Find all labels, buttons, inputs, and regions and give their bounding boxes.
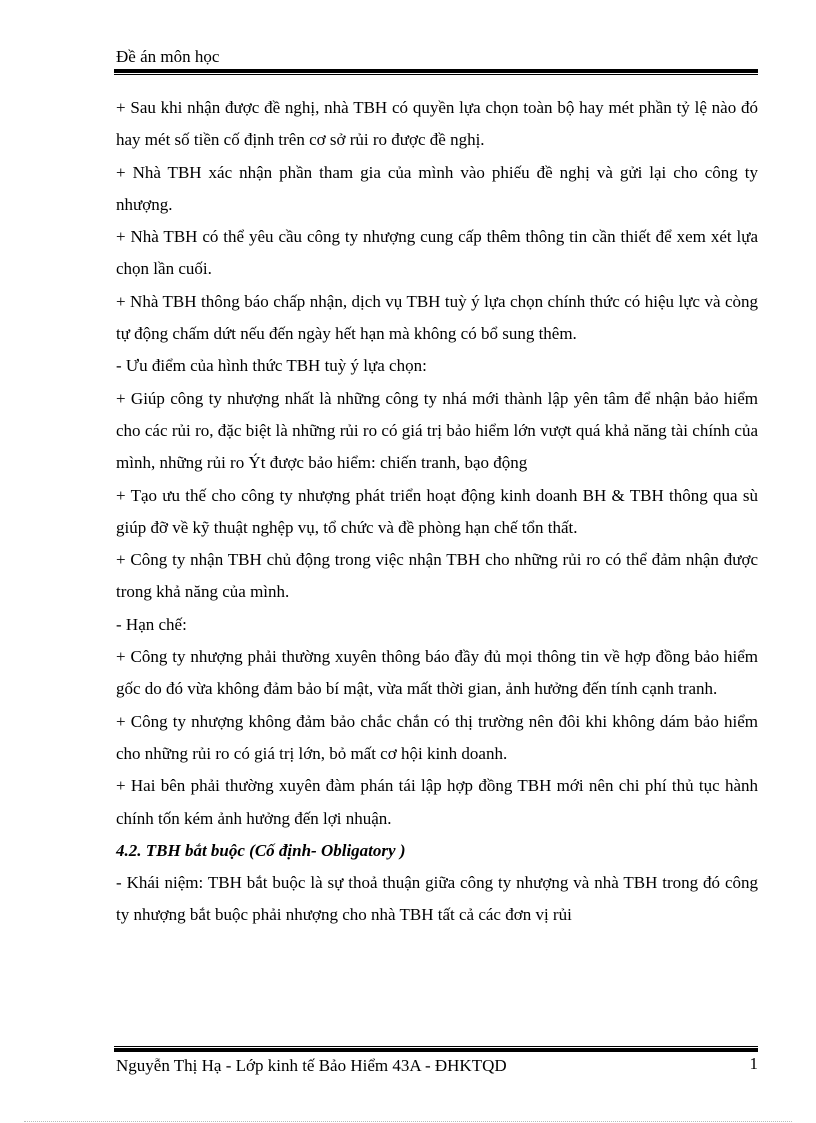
paragraph: - Ưu điểm của hình thức TBH tuỳ ý lựa chọn: bbox=[116, 356, 427, 376]
paragraph: + Công ty nhận TBH chủ động trong việc nhận TBH cho những rủi ro có thể đảm nhận được trong khả năng của mình. bbox=[116, 550, 758, 602]
footer-rule bbox=[114, 1046, 758, 1053]
footer-rule-thick bbox=[114, 1048, 758, 1052]
footer-author-line: Nguyễn Thị Hạ - Lớp kinh tế Bảo Hiểm 43A - ĐHKTQD bbox=[116, 1056, 507, 1075]
paragraph: + Nhà TBH thông báo chấp nhận, dịch vụ TBH tuỳ ý lựa chọn chính thức có hiệu lực và còng tự động chấm dứt nếu đến ngày hết hạn mà không có bổ sung thêm. bbox=[116, 291, 758, 344]
document-body bbox=[116, 92, 758, 932]
paragraph: + Hai bên phải thường xuyên đàm phán tái lập hợp đồng TBH mới nên chi phí thủ tục hành chính tốn kém ảnh hưởng đến lợi nhuận. bbox=[116, 776, 758, 828]
paragraph: + Công ty nhượng phải thường xuyên thông báo đầy đủ mọi thông tin về hợp đồng bảo hiểm gốc do đó vừa không đảm bảo bí mật, vừa mất thời gian, ảnh hưởng đến tính cạnh tranh. bbox=[116, 647, 758, 699]
paragraph: + Nhà TBH có thể yêu cầu công ty nhượng cung cấp thêm thông tin cần thiết để xem xét lựa chọn lần cuối. bbox=[116, 227, 758, 279]
page-edge-divider bbox=[24, 1121, 792, 1122]
page-number: 1 bbox=[749, 1054, 758, 1073]
paragraph: - Khái niệm: TBH bắt buộc là sự thoả thuận giữa công ty nhượng và nhà TBH trong đó công ty nhượng bắt buộc phải nhượng cho nhà TBH tất cả các đơn vị rủi bbox=[116, 873, 758, 925]
page-header-title: Đề án môn học bbox=[116, 47, 220, 66]
paragraph: + Sau khi nhận được đề nghị, nhà TBH có quyền lựa chọn toàn bộ hay mét phần tỷ lệ nào đó hay mét số tiền cố định trên cơ sở rủi ro được đề nghị. bbox=[116, 98, 758, 150]
header-rule-thick bbox=[114, 69, 758, 73]
header-rule bbox=[114, 69, 758, 76]
paragraph: - Hạn chế: bbox=[116, 614, 187, 634]
paragraph: + Tạo ưu thế cho công ty nhượng phát triển hoạt động kinh doanh BH & TBH thông qua sù giúp đỡ về kỹ thuật nghệp vụ, tổ chức và đề phòng hạn chế tổn thất. bbox=[116, 485, 758, 537]
header-rule-thin bbox=[114, 74, 758, 75]
paragraph: + Công ty nhượng không đảm bảo chắc chắn có thị trường nên đôi khi không dám bảo hiểm cho những rủi ro có giá trị lớn, bỏ mất cơ hội kinh doanh. bbox=[116, 711, 758, 763]
section-heading: 4.2. TBH bắt buộc (Cố định- Obligatory ) bbox=[116, 840, 406, 860]
footer-rule-thin bbox=[114, 1046, 758, 1047]
paragraph: + Nhà TBH xác nhận phần tham gia của mình vào phiếu đề nghị và gửi lại cho công ty nhượng. bbox=[116, 162, 758, 214]
paragraph: + Giúp công ty nhượng nhất là những công ty nhá mới thành lập yên tâm để nhận bảo hiểm cho các rủi ro, đặc biệt là những rủi ro có giá trị bảo hiểm lớn vượt quá khả năng tài chính của mình, những rủi ro Ýt được bảo hiểm: chiến tranh, bạo động bbox=[116, 388, 758, 473]
